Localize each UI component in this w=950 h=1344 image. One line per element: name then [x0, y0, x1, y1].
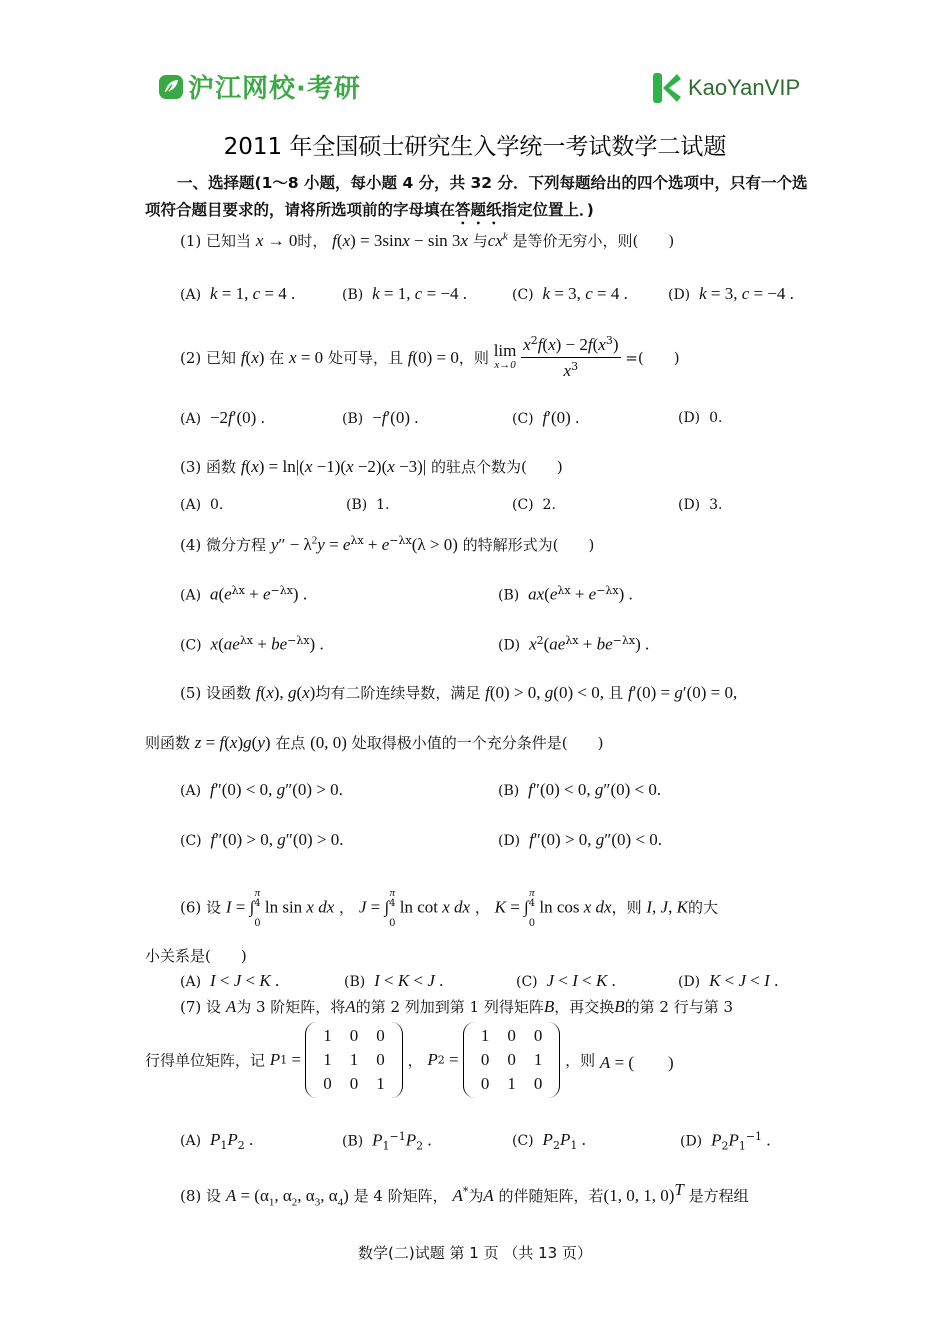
- q2-option-d: (D) 0.: [678, 410, 723, 426]
- q5-label: (5) 设函数: [180, 684, 252, 702]
- q8-label: (8) 设: [180, 1187, 222, 1205]
- matrix-p1: 1 0 0 1 1 0 0 0 1: [305, 1022, 403, 1098]
- q8-t3: 的伴随矩阵，若: [498, 1187, 604, 1205]
- q6-label: (6) 设: [180, 898, 222, 917]
- question-4: (4) 微分方程 $y'' - \lambda^2y = e^{\lambda x} + e^{-\lambda x}(\lambda > 0)$ 的特解形式为( ): [180, 534, 595, 554]
- q4-option-c: (C) $x(ae^{\lambda x} + be^{-\lambda x})$ .: [180, 634, 324, 654]
- q7-option-b: (B) $P_1^{-1}P_2$ .: [342, 1130, 432, 1153]
- q7-l1c: ，再交换: [554, 998, 615, 1016]
- question-2: (2) 已知 f(x) 在 x = 0 处可导，且 f(0) = 0，则 lim x→0 $\frac{x^2f(x) - 2f(x^3)}{x^3}$ =( ): [180, 334, 680, 380]
- question-3: (3) 函数 f(x) = ln|(x −1)(x −2)(x −3)| 的驻点个数为( ): [180, 457, 563, 476]
- q8-t4: 是方程组: [688, 1187, 749, 1205]
- q6-option-b: (B) I < K < J .: [344, 971, 444, 990]
- q7-line1: (7) 设: [180, 998, 222, 1016]
- q4-label: (4) 微分方程: [180, 536, 267, 554]
- question-8: (8) 设 $A = (\alpha_1$, $\alpha_2$, $\alpha_3$, $\alpha_4$) 是 4 阶矩阵， A*为A 的伴随矩阵，若(1, 0, 1, 0)$^T$ 是方程组: [180, 1180, 749, 1209]
- q6-tail2: 的大: [687, 898, 718, 917]
- brand-left-text: 沪江网校·考研: [188, 74, 361, 104]
- section-emphasis: 答题纸: [455, 201, 502, 219]
- q5-line2a: 则函数: [145, 734, 191, 752]
- question-5-line-2: 则函数 z = f(x)g(y) 在点 (0, 0) 处取得极小值的一个充分条件是( ): [145, 733, 604, 752]
- question-7-line-2: 行得单位矩阵，记 P1 = 1 0 0 1 1 0 0 0 1 ， P2 = 1 0 0 0 0 1 0 1 0 ，则 A = ( ): [145, 1022, 674, 1098]
- q2-t1: 在: [269, 349, 285, 367]
- q5-option-c: (C) f″(0) > 0, g″(0) > 0.: [180, 830, 344, 849]
- q5-t2: 且: [608, 684, 624, 702]
- q2-t2: 处可导，且: [327, 349, 403, 367]
- question-5: (5) 设函数 f(x), g(x)均有二阶连续导数，满足 f(0) > 0, g(0) < 0, 且 f′(0) = g′(0) = 0,: [180, 683, 738, 702]
- q7-l1b: 的第 2 列加到第 1 列得矩阵: [355, 998, 544, 1016]
- q8-t2: 为: [468, 1187, 484, 1205]
- q7-l1a: 为 3 阶矩阵，将: [236, 998, 346, 1016]
- q7-line2: 行得单位矩阵，记: [145, 1051, 266, 1070]
- q1-option-d: (D) k = 3, c = −4 .: [668, 284, 794, 303]
- q3-option-a: (A) 0.: [180, 497, 224, 513]
- kaoyanvip-logo: [652, 72, 800, 104]
- q8-t1: 是 4 阶矩阵，: [353, 1187, 448, 1205]
- q2-tail: =( ): [625, 349, 680, 367]
- q3-option-c: (C) 2.: [512, 497, 556, 513]
- q7-option-a: (A) $P_1P_2$ .: [180, 1130, 254, 1152]
- q4-option-b: (B) $ax(e^{\lambda x} + e^{-\lambda x})$ .: [498, 584, 633, 604]
- q5-option-b: (B) f″(0) < 0, g″(0) < 0.: [498, 780, 662, 799]
- q4-option-a: (A) $a(e^{\lambda x} + e^{-\lambda x})$ .: [180, 584, 308, 604]
- q6-tail: ，则: [611, 898, 642, 917]
- q2-option-c: (C) f′(0) .: [512, 408, 580, 427]
- q3-option-d: (D) 3.: [678, 497, 723, 513]
- q7-option-c: (C) $P_2P_1$ .: [512, 1130, 586, 1152]
- leaf-icon: [158, 73, 184, 101]
- q1-option-b: (B) k = 1, c = −4 .: [342, 284, 467, 303]
- q6-option-c: (C) J < I < K .: [516, 971, 616, 990]
- q1-option-a: (A) k = 1, c = 4 .: [180, 284, 296, 303]
- q2-option-a: (A) −2f′(0) .: [180, 408, 265, 427]
- q5-t1: 均有二阶连续导数，满足: [315, 684, 481, 702]
- q7-tail: ，则: [565, 1051, 596, 1070]
- page-footer: 数学(二)试题 第 1 页 （共 13 页）: [358, 1244, 592, 1262]
- matrix-p2: 1 0 0 0 0 1 0 1 0: [463, 1022, 561, 1098]
- question-1: (1) 已知当 x → 0时， f(x) = 3sinx − sin 3x 与$cx^k$ 是等价无穷小，则( ): [180, 230, 675, 250]
- q1-label: (1) 已知当: [180, 232, 252, 250]
- q3-label: (3) 函数: [180, 458, 237, 476]
- q6-option-d: (D) K < J < I .: [678, 971, 779, 990]
- q4-option-d: (D) $x^2(ae^{\lambda x} + be^{-\lambda x})$ .: [498, 634, 650, 654]
- k-logo-icon: [652, 72, 682, 104]
- q1-and: 与: [472, 232, 488, 250]
- section-text-a: 一、选择题(1～8 小题，每小题 4 分，共 32 分．下列每题给出的四个选项中，只有一个选项符合题目要求的，请将所选项前的字母填在: [145, 174, 808, 219]
- q5-option-a: (A) f″(0) < 0, g″(0) > 0.: [180, 780, 343, 799]
- q1-option-c: (C) k = 3, c = 4 .: [512, 284, 628, 303]
- question-6: (6) 设 I = ∫π 4 0 ln sin x dx ， J = ∫π 4 0 ln cot x dx ， K = ∫π 4 0 ln cos x dx，则 I, J, K的大: [180, 887, 718, 929]
- q7-option-d: (D) $P_2P_1^{-1}$ .: [680, 1130, 771, 1153]
- q2-t3: ，则: [458, 349, 489, 367]
- q5-option-d: (D) f″(0) > 0, g″(0) < 0.: [498, 830, 663, 849]
- hujiang-logo: [158, 68, 361, 105]
- q4-tail: 的特解形式为( ): [462, 536, 595, 554]
- section-instructions: [145, 170, 813, 228]
- question-6-line-2: 小关系是( ): [145, 947, 247, 965]
- q7-l1d: 的第 2 行与第 3: [624, 998, 734, 1016]
- question-7: (7) 设 A为 3 阶矩阵，将A的第 2 列加到第 1 列得矩阵B，再交换B的第 2 行与第 3: [180, 997, 734, 1016]
- q1-tail: 是等价无穷小，则( ): [512, 232, 675, 250]
- q6-option-a: (A) I < J < K .: [180, 971, 280, 990]
- q2-label: (2) 已知: [180, 349, 237, 367]
- q2-option-b: (B) −f′(0) .: [342, 408, 419, 427]
- q5-line2c: 处取得极小值的一个充分条件是( ): [351, 734, 604, 752]
- section-text-b: 指定位置上．): [501, 201, 594, 219]
- q1-mid: 时，: [297, 232, 328, 250]
- brand-right-text: KaoYanVIP: [688, 75, 801, 100]
- q3-tail: 的驻点个数为( ): [430, 458, 563, 476]
- q3-option-b: (B) 1.: [346, 497, 390, 513]
- q5-line2b: 在点: [275, 734, 306, 752]
- page-title: 2011 年全国硕士研究生入学统一考试数学二试题: [223, 134, 727, 160]
